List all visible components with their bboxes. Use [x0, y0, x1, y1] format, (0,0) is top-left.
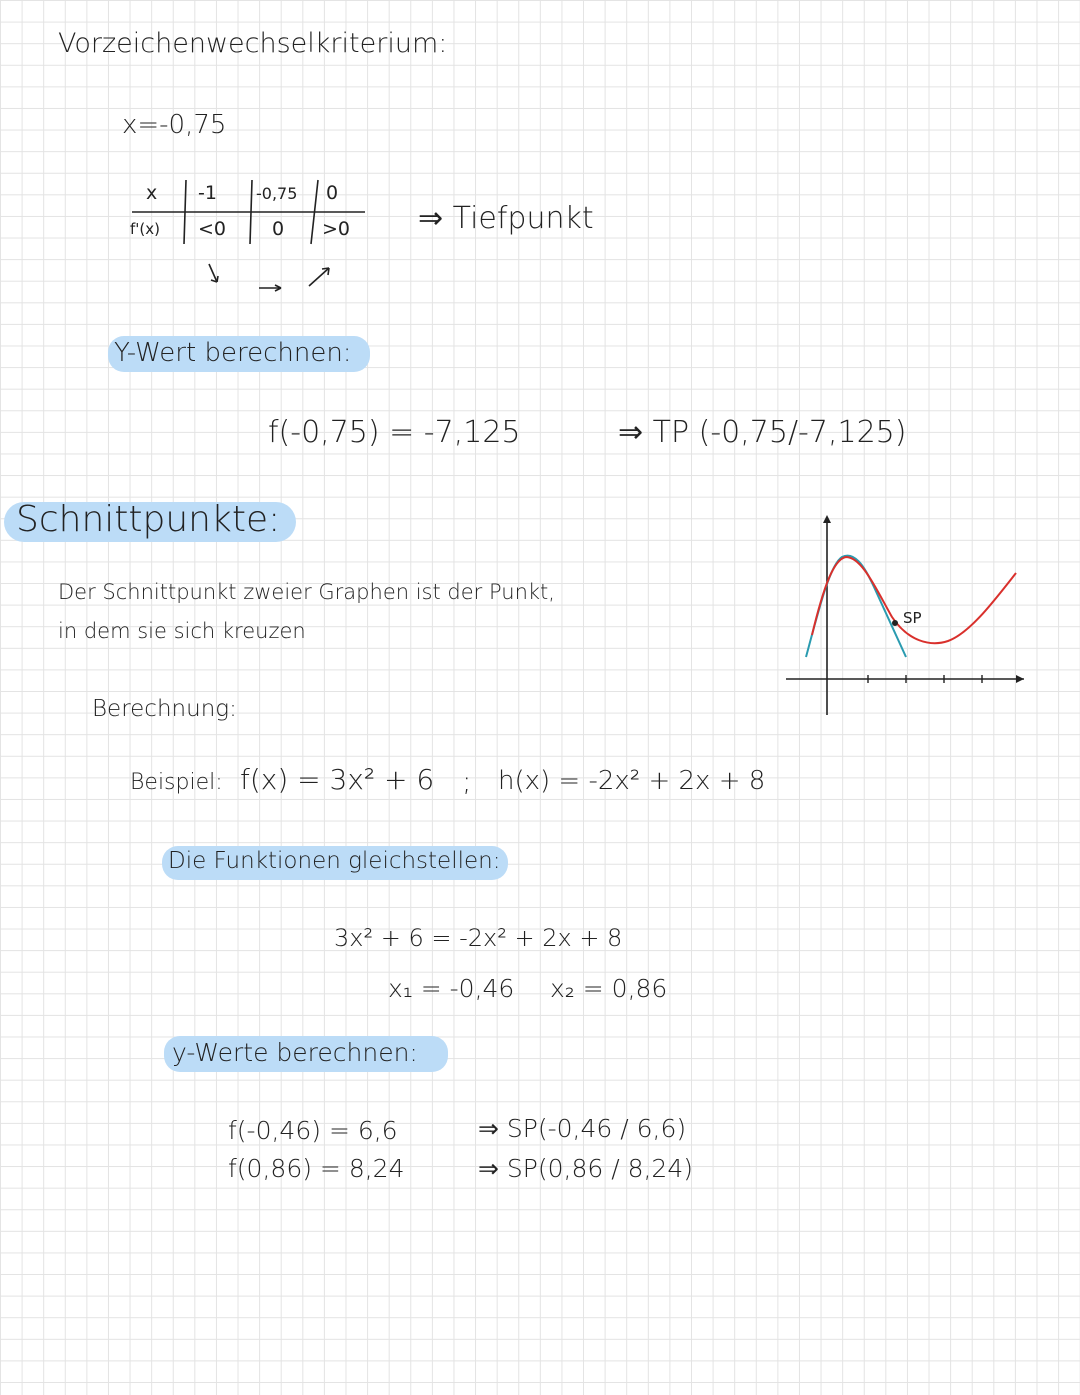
gleichstellen-heading: Die Funktionen gleichstellen: [168, 848, 501, 874]
tp-result: ⇒ TP (-0,75/-7,125) [618, 415, 907, 450]
solution-x2: x₂ = 0,86 [550, 974, 668, 1003]
graph-x-arrow [1016, 675, 1024, 683]
y-werte-heading: y-Werte berechnen: [172, 1038, 418, 1067]
definition-line-2: in dem sie sich kreuzen [58, 619, 306, 643]
tiefpunkt-conclusion: ⇒ Tiefpunkt [418, 201, 594, 236]
table-header-x: x [146, 182, 158, 204]
example-prefix: Beispiel: [130, 770, 223, 795]
graph-curve-red [812, 557, 1016, 643]
y-wert-heading: Y-Wert berechnen: [114, 338, 352, 368]
table-cell-f1: <0 [198, 218, 227, 240]
calc-1: f(-0,46) = 6,6 [228, 1116, 398, 1145]
intersection-graph [780, 505, 1040, 725]
calc-2: f(0,86) = 8,24 [228, 1154, 405, 1183]
table-header-fprime: f'(x) [130, 220, 160, 238]
sign-table [130, 178, 370, 248]
table-cell-f3: >0 [322, 218, 351, 240]
section-title-schnittpunkte: Schnittpunkte: [16, 499, 281, 540]
example-f: f(x) = 3x² + 6 [240, 763, 435, 796]
table-cell-x1: -1 [198, 182, 217, 204]
example-separator: ; [462, 765, 472, 798]
graph-intersection-point [892, 620, 898, 626]
table-cell-x2: -0,75 [256, 184, 298, 203]
section-title-vzw: Vorzeichenwechselkriterium: [58, 28, 448, 59]
solution-x1: x₁ = -0,46 [388, 974, 515, 1003]
example-h: h(x) = -2x² + 2x + 8 [498, 766, 766, 796]
berechnung-label: Berechnung: [92, 696, 237, 722]
graph-y-arrow [823, 515, 831, 523]
monotony-arrows [195, 260, 335, 300]
table-cell-f2: 0 [272, 218, 285, 240]
sp-result-2: ⇒ SP(0,86 / 8,24) [478, 1154, 693, 1183]
table-cell-x3: 0 [326, 182, 339, 204]
y-calculation: f(-0,75) = -7,125 [268, 415, 521, 450]
x-value: x=-0,75 [122, 110, 227, 140]
graph-curve-teal [806, 556, 906, 657]
definition-line-1: Der Schnittpunkt zweier Graphen ist der Punkt, [58, 580, 555, 604]
equation: 3x² + 6 = -2x² + 2x + 8 [334, 924, 623, 952]
sp-result-1: ⇒ SP(-0,46 / 6,6) [478, 1114, 687, 1143]
graph-sp-label: SP [903, 609, 922, 627]
